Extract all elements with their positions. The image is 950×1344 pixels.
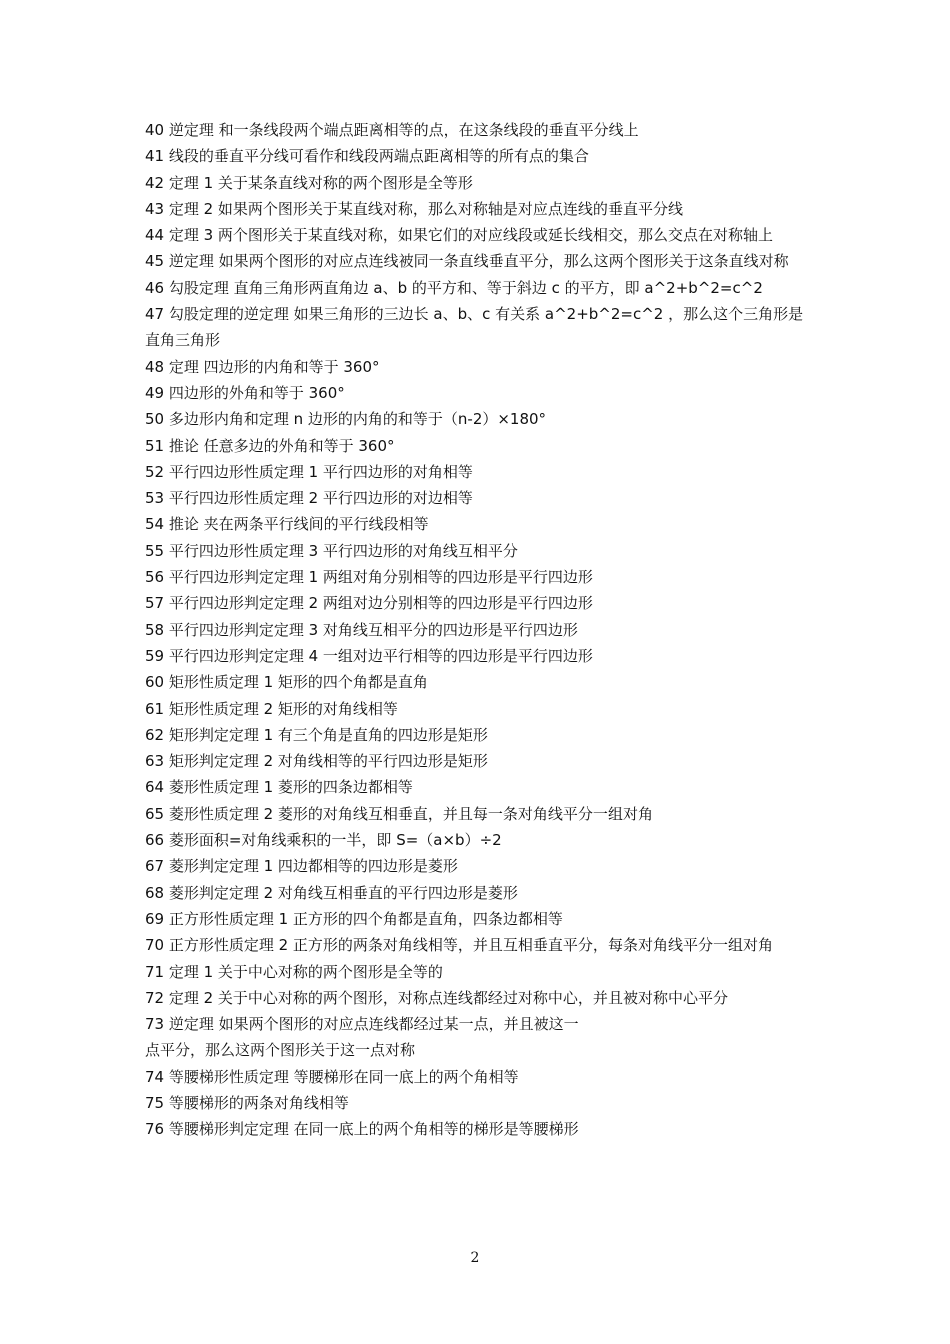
theorem-line: 59 平行四边形判定定理 4 一组对边平行相等的四边形是平行四边形 bbox=[145, 646, 593, 665]
theorem-line: 72 定理 2 关于中心对称的两个图形，对称点连线都经过对称中心，并且被对称中心平分 bbox=[145, 988, 728, 1007]
theorem-line: 62 矩形判定定理 1 有三个角是直角的四边形是矩形 bbox=[145, 725, 488, 744]
theorem-line: 54 推论 夹在两条平行线间的平行线段相等 bbox=[145, 515, 429, 534]
theorem-line: 45 逆定理 如果两个图形的对应点连线被同一条直线垂直平分，那么这两个图形关于这条直线对称 bbox=[145, 252, 789, 271]
theorem-line: 41 线段的垂直平分线可看作和线段两端点距离相等的所有点的集合 bbox=[145, 147, 589, 166]
theorem-line: 57 平行四边形判定定理 2 两组对边分别相等的四边形是平行四边形 bbox=[145, 594, 593, 613]
theorem-line: 48 定理 四边形的内角和等于 360° bbox=[145, 357, 380, 376]
theorem-line: 76 等腰梯形判定定理 在同一底上的两个角相等的梯形是等腰梯形 bbox=[145, 1120, 579, 1139]
theorem-line: 46 勾股定理 直角三角形两直角边 a、b 的平方和、等于斜边 c 的平方，即 a^2+b^2=c^2 bbox=[145, 278, 763, 297]
theorem-line: 64 菱形性质定理 1 菱形的四条边都相等 bbox=[145, 778, 413, 797]
theorem-line: 40 逆定理 和一条线段两个端点距离相等的点，在这条线段的垂直平分线上 bbox=[145, 121, 639, 139]
theorem-line: 43 定理 2 如果两个图形关于某直线对称，那么对称轴是对应点连线的垂直平分线 bbox=[145, 199, 683, 218]
theorem-line: 74 等腰梯形性质定理 等腰梯形在同一底上的两个角相等 bbox=[145, 1067, 519, 1086]
theorem-line: 51 推论 任意多边的外角和等于 360° bbox=[145, 436, 395, 455]
theorem-line: 点平分，那么这两个图形关于这一点对称 bbox=[145, 1041, 416, 1060]
theorem-line: 49 四边形的外角和等于 360° bbox=[145, 383, 345, 402]
theorem-line: 42 定理 1 关于某条直线对称的两个图形是全等形 bbox=[145, 173, 473, 192]
theorem-line: 50 多边形内角和定理 n 边形的内角的和等于（n-2）×180° bbox=[145, 410, 547, 429]
theorem-line: 71 定理 1 关于中心对称的两个图形是全等的 bbox=[145, 962, 443, 981]
page-number: 2 bbox=[470, 1250, 480, 1266]
theorem-line: 70 正方形性质定理 2 正方形的两条对角线相等，并且互相垂直平分，每条对角线平分一组对角 bbox=[145, 936, 773, 955]
theorem-line: 47 勾股定理的逆定理 如果三角形的三边长 a、b、c 有关系 a^2+b^2=c^2 ，那么这个三角形是直角三角形 bbox=[145, 305, 804, 350]
theorem-line: 68 菱形判定定理 2 对角线互相垂直的平行四边形是菱形 bbox=[145, 883, 518, 902]
theorem-line: 56 平行四边形判定定理 1 两组对角分别相等的四边形是平行四边形 bbox=[145, 568, 593, 587]
theorem-line: 61 矩形性质定理 2 矩形的对角线相等 bbox=[145, 699, 398, 718]
theorem-line: 60 矩形性质定理 1 矩形的四个角都是直角 bbox=[145, 673, 428, 692]
theorem-line: 65 菱形性质定理 2 菱形的对角线互相垂直，并且每一条对角线平分一组对角 bbox=[145, 804, 653, 823]
theorem-line: 73 逆定理 如果两个图形的对应点连线都经过某一点，并且被这一 bbox=[145, 1015, 579, 1034]
theorem-list bbox=[145, 117, 813, 1143]
theorem-line: 44 定理 3 两个图形关于某直线对称，如果它们的对应线段或延长线相交，那么交点在对称轴上 bbox=[145, 226, 773, 245]
theorem-line: 55 平行四边形性质定理 3 平行四边形的对角线互相平分 bbox=[145, 541, 518, 560]
theorem-line: 53 平行四边形性质定理 2 平行四边形的对边相等 bbox=[145, 489, 473, 508]
theorem-line: 66 菱形面积=对角线乘积的一半，即 S=（a×b）÷2 bbox=[145, 831, 502, 850]
theorem-line: 75 等腰梯形的两条对角线相等 bbox=[145, 1093, 349, 1112]
theorem-line: 63 矩形判定定理 2 对角线相等的平行四边形是矩形 bbox=[145, 752, 488, 771]
theorem-line: 52 平行四边形性质定理 1 平行四边形的对角相等 bbox=[145, 462, 473, 481]
theorem-line: 58 平行四边形判定定理 3 对角线互相平分的四边形是平行四边形 bbox=[145, 620, 578, 639]
theorem-line: 69 正方形性质定理 1 正方形的四个角都是直角，四条边都相等 bbox=[145, 909, 563, 928]
theorem-line: 67 菱形判定定理 1 四边都相等的四边形是菱形 bbox=[145, 857, 458, 876]
